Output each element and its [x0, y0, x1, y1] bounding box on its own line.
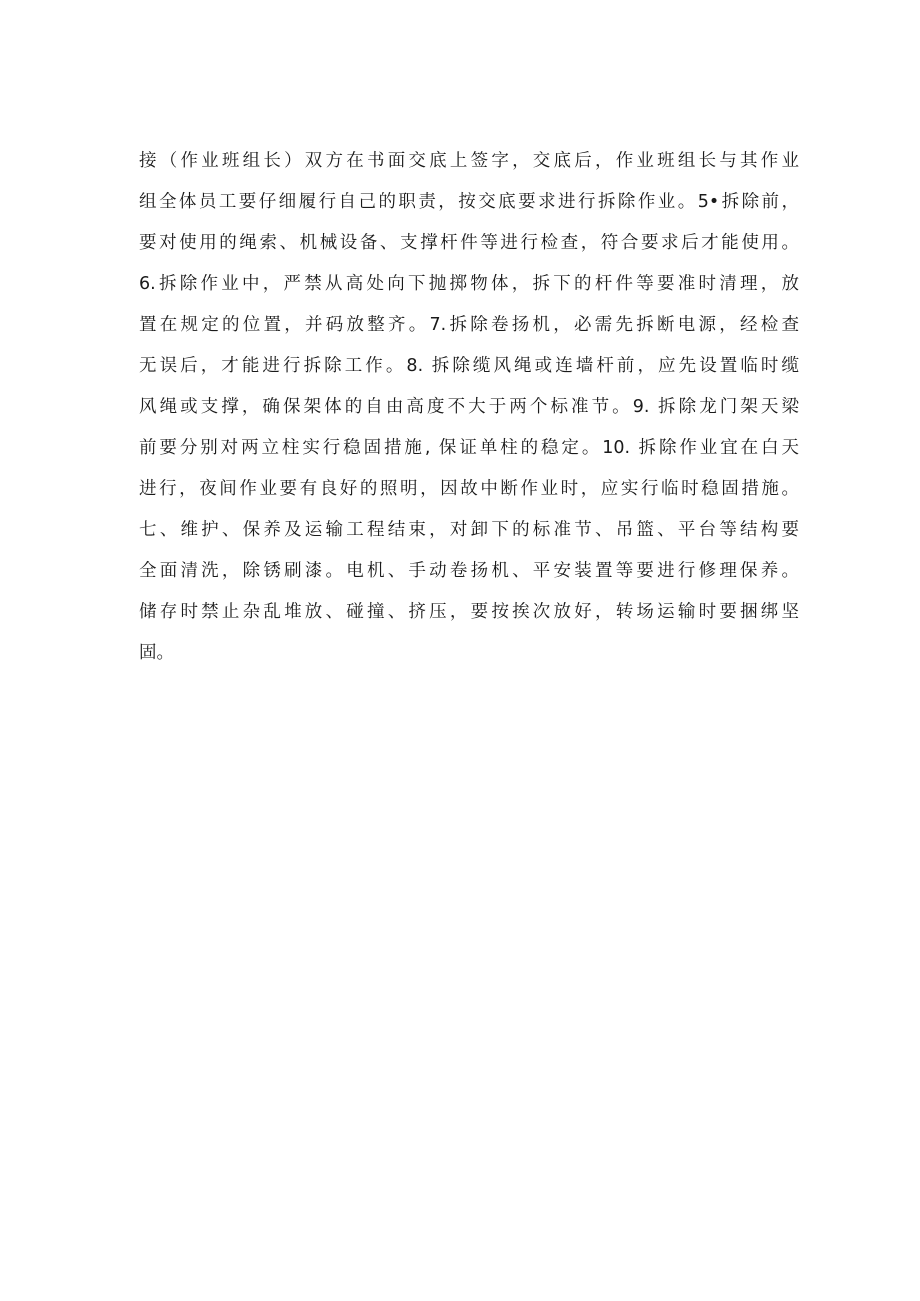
body-paragraph	[139, 141, 799, 674]
text-line: 置在规定的位置，并码放整齐。7.拆除卷扬机，必需先拆断电源，经检查	[139, 315, 799, 335]
text-line: 进行，夜间作业要有良好的照明，因故中断作业时，应实行临时稳固措施。	[139, 479, 799, 499]
text-line: 全面清洗，除锈刷漆。电机、手动卷扬机、平安装置等要进行修理保养。	[139, 561, 799, 581]
text-line: 要对使用的绳索、机械设备、支撑杆件等进行检查，符合要求后才能使用。	[139, 233, 799, 253]
text-line: 储存时禁止杂乱堆放、碰撞、挤压，要按挨次放好，转场运输时要捆绑坚	[139, 602, 799, 622]
text-line: 风绳或支撑，确保架体的自由高度不大于两个标准节。9. 拆除龙门架天梁	[139, 397, 799, 417]
text-line: 接（作业班组长）双方在书面交底上签字，交底后，作业班组长与其作业	[139, 151, 799, 171]
text-line: 6.拆除作业中，严禁从高处向下抛掷物体，拆下的杆件等要准时清理，放	[139, 274, 799, 294]
text-line: 前要分别对两立柱实行稳固措施, 保证单柱的稳定。10. 拆除作业宜在白天	[139, 438, 799, 458]
text-line: 固。	[139, 643, 174, 663]
text-line: 无误后，才能进行拆除工作。8. 拆除缆风绳或连墙杆前，应先设置临时缆	[139, 356, 799, 376]
text-line: 七、维护、保养及运输工程结束，对卸下的标准节、吊篮、平台等结构要	[139, 520, 799, 540]
text-line: 组全体员工要仔细履行自己的职责，按交底要求进行拆除作业。5•拆除前，	[139, 192, 799, 212]
